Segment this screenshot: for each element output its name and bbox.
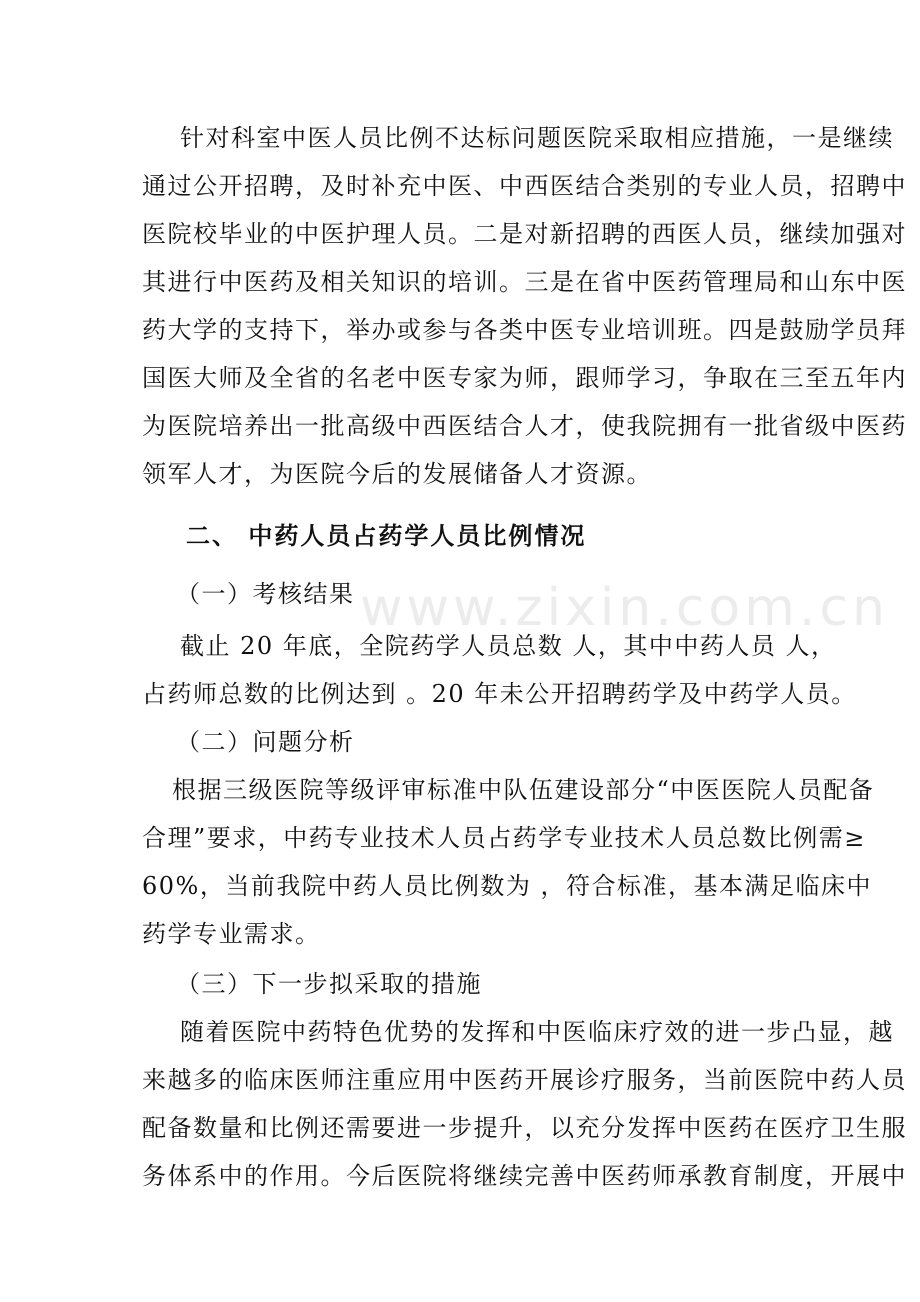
paragraph-line: 60%，当前我院中药人员比例数为 ，符合标准，基本满足临床中 [142, 872, 872, 900]
paragraph-line: 根据三级医院等级评审标准中队伍建设部分“中医医院人员配备 [172, 776, 875, 804]
subsection-heading: （二）问题分析 [176, 728, 355, 756]
paragraph-line: 为医院培养出一批高级中西医结合人才，使我院拥有一批省级中医药 [142, 412, 907, 440]
section-heading: 二、 中药人员占药学人员比例情况 [186, 522, 587, 550]
paragraph-line: 医院校毕业的中医护理人员。二是对新招聘的西医人员，继续加强对 [142, 220, 907, 248]
paragraph-line: 通过公开招聘，及时补充中医、中西医结合类别的专业人员，招聘中 [142, 172, 907, 200]
paragraph-line: 随着医院中药特色优势的发挥和中医临床疗效的进一步凸显，越 [180, 1018, 894, 1046]
paragraph-line: 来越多的临床医师注重应用中医药开展诊疗服务，当前医院中药人员 [142, 1066, 907, 1094]
paragraph-line: 合理”要求，中药专业技术人员占药学专业技术人员总数比例需≥ [142, 824, 866, 852]
subsection-heading: （三）下一步拟采取的措施 [176, 970, 482, 998]
paragraph-line: 占药师总数的比例达到 。20 年未公开招聘药学及中药学人员。 [142, 680, 857, 708]
paragraph-line: 针对科室中医人员比例不达标问题医院采取相应措施，一是继续 [180, 124, 894, 152]
paragraph-line: 截止 20 年底，全院药学人员总数 人，其中中药人员 人， [180, 632, 837, 660]
paragraph-line: 其进行中医药及相关知识的培训。三是在省中医药管理局和山东中医 [142, 268, 907, 296]
paragraph-line: 药大学的支持下，举办或参与各类中医专业培训班。四是鼓励学员拜 [142, 316, 907, 344]
watermark: www.zixin.com.cn [360, 578, 889, 638]
paragraph-line: 国医大师及全省的名老中医专家为师，跟师学习，争取在三至五年内 [142, 364, 907, 392]
paragraph-line: 务体系中的作用。今后医院将继续完善中医药师承教育制度，开展中 [142, 1162, 907, 1190]
paragraph-line: 领军人才，为医院今后的发展储备人才资源。 [142, 460, 652, 488]
paragraph-line: 药学专业需求。 [142, 920, 321, 948]
paragraph-line: 配备数量和比例还需要进一步提升，以充分发挥中医药在医疗卫生服 [142, 1114, 907, 1142]
subsection-heading: （一）考核结果 [176, 580, 355, 608]
